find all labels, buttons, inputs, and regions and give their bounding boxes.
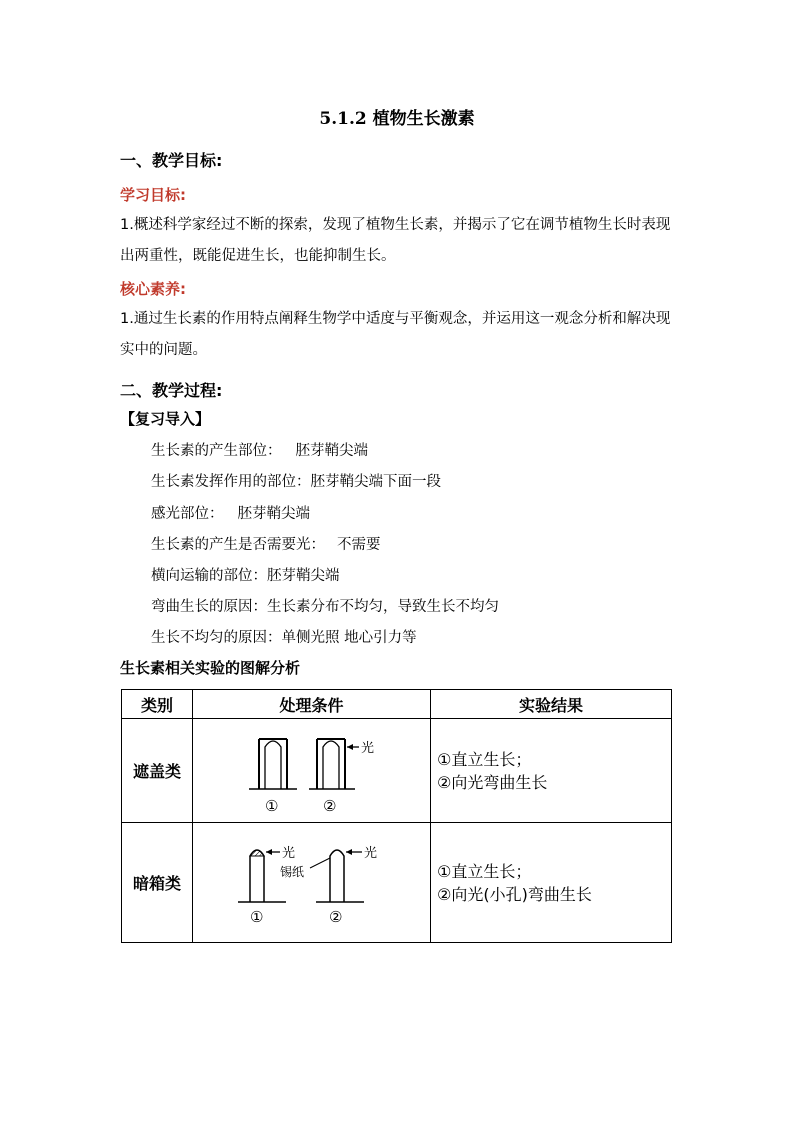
light-label-b: 光 — [363, 845, 377, 861]
plant-number-2: ② — [322, 796, 336, 815]
category-cell: 暗箱类 — [122, 823, 193, 943]
review-item — [151, 533, 381, 554]
condition-cell — [193, 719, 431, 823]
review-label: 【复习导入】 — [120, 410, 211, 428]
review-value: 单侧光照 地心引力等 — [281, 630, 417, 646]
table-row — [122, 823, 672, 943]
covering-experiment-diagram — [241, 725, 383, 817]
condition-cell — [193, 823, 431, 943]
category-cell: 遮盖类 — [122, 719, 193, 823]
review-item — [151, 564, 340, 585]
foil-label: 锡纸 — [279, 864, 304, 879]
review-value: 胚芽鞘尖端 — [295, 443, 368, 459]
review-key: 生长素的产生部位： — [151, 443, 282, 459]
plant-number-1: ① — [249, 907, 263, 926]
table-header-row — [122, 690, 672, 719]
review-value: 不需要 — [337, 537, 381, 553]
section-heading-goals: 一、教学目标: — [120, 151, 223, 170]
review-key: 弯曲生长的原因： — [151, 599, 267, 615]
review-item — [151, 502, 310, 523]
review-item — [151, 626, 417, 647]
review-key: 生长素发挥作用的部位： — [151, 474, 311, 490]
result-line-1: ①直立生长； — [437, 861, 532, 881]
plant-number-2: ② — [328, 907, 342, 926]
header-category: 类别 — [122, 690, 193, 719]
result-line-2: ②向光(小孔)弯曲生长 — [437, 884, 592, 904]
review-item — [151, 470, 441, 491]
header-condition: 处理条件 — [193, 690, 431, 719]
light-label-a: 光 — [281, 845, 295, 861]
study-goals-label: 学习目标: — [120, 186, 186, 204]
review-item — [151, 595, 499, 616]
review-value: 胚芽鞘尖端下面一段 — [310, 474, 441, 490]
review-key: 生长素的产生是否需要光： — [151, 537, 325, 553]
core-literacy-text: 1.通过生长素的作用特点阐释生物学中适度与平衡观念，并运用这一观念分析和解决现实中的问题。 — [120, 311, 671, 358]
review-key: 感光部位： — [151, 506, 224, 522]
plant-number-1: ① — [264, 796, 278, 815]
result-cell — [431, 823, 672, 943]
review-key: 生长不均匀的原因： — [151, 630, 282, 646]
core-literacy-label: 核心素养: — [120, 280, 186, 298]
review-value: 生长素分布不均匀，导致生长不均匀 — [267, 599, 499, 615]
study-goals-text: 1.概述科学家经过不断的探索，发现了植物生长素，并揭示了它在调节植物生长时表现出两重性，既能促进生长，也能抑制生长。 — [120, 217, 671, 264]
page-title: 5.1.2 植物生长激素 — [319, 109, 475, 129]
light-label: 光 — [360, 740, 374, 756]
review-value: 胚芽鞘尖端 — [237, 506, 310, 522]
section-heading-process: 二、教学过程: — [120, 381, 223, 400]
review-key: 横向运输的部位： — [151, 568, 267, 584]
review-value: 胚芽鞘尖端 — [267, 568, 340, 584]
review-item — [151, 439, 368, 460]
result-line-2: ②向光弯曲生长 — [437, 772, 548, 792]
table-heading: 生长素相关实验的图解分析 — [120, 659, 301, 677]
dark-box-experiment-diagram — [228, 836, 396, 930]
header-result: 实验结果 — [431, 690, 672, 719]
table-row — [122, 719, 672, 823]
result-line-1: ①直立生长； — [437, 749, 532, 769]
result-cell — [431, 719, 672, 823]
experiment-table — [121, 689, 672, 943]
